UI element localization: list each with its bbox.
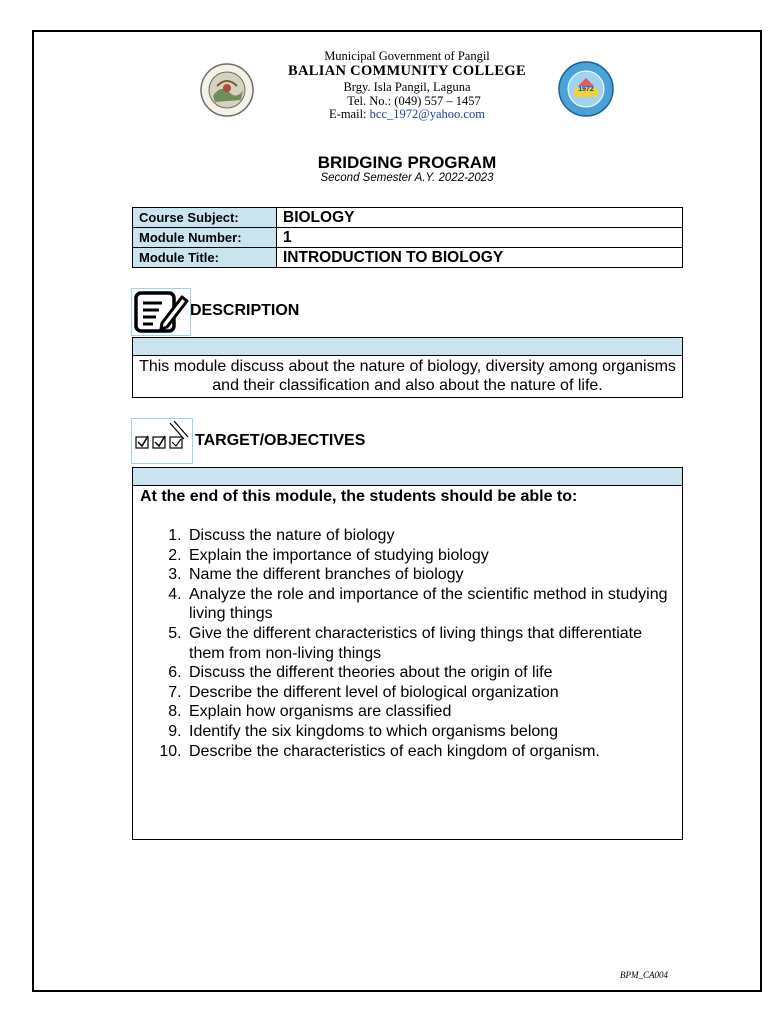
list-item: 1. Discuss the nature of biology [186, 526, 673, 546]
list-item: 8. Explain how organisms are classified [186, 702, 673, 722]
email-link[interactable]: bcc_1972@yahoo.com [369, 107, 485, 121]
table-row [133, 208, 683, 228]
objectives-icon-box [131, 418, 193, 464]
list-item: 9. Identify the six kingdoms to which organisms belong [186, 722, 673, 742]
college-name: BALIAN COMMUNITY COLLEGE [288, 63, 526, 79]
email-label: E-mail: [329, 107, 367, 121]
course-subject-value: BIOLOGY [277, 208, 683, 228]
address-line: Brgy. Isla Pangil, Laguna [343, 80, 471, 94]
objectives-list [133, 526, 673, 761]
objectives-heading: TARGET/OBJECTIVES [195, 432, 366, 449]
objectives-lead: At the end of this module, the students should be able to: [140, 488, 578, 505]
module-number-value: 1 [277, 228, 683, 248]
telephone-line: Tel. No.: (049) 557 – 1457 [347, 94, 481, 108]
semester-subtitle: Second Semester A.Y. 2022-2023 [320, 172, 494, 184]
module-number-label: Module Number: [133, 228, 277, 248]
list-item: 7. Describe the different level of biological organization [186, 683, 673, 703]
document-code: BPM_CA004 [620, 970, 668, 980]
module-title-label: Module Title: [133, 248, 277, 268]
list-item: 6. Discuss the different theories about the origin of life [186, 663, 673, 683]
table-row [133, 228, 683, 248]
module-title-value: INTRODUCTION TO BIOLOGY [277, 248, 683, 268]
description-text: This module discuss about the nature of biology, diversity among organisms and their classification and also about the nature of life. [132, 356, 683, 398]
description-heading: DESCRIPTION [190, 302, 300, 319]
list-item: 4. Analyze the role and importance of the scientific method in studying living things [186, 585, 673, 624]
edit-document-icon [132, 289, 190, 335]
email-line [0, 107, 768, 121]
description-icon-box [131, 288, 191, 336]
government-line: Municipal Government of Pangil [324, 49, 490, 63]
module-info-table [132, 207, 683, 268]
list-item: 3. Name the different branches of biology [186, 565, 673, 585]
seal-year: 1972 [578, 86, 594, 93]
description-header-bar [132, 337, 683, 356]
list-item: 5. Give the different characteristics of living things that differentiate them from non-living things [186, 624, 673, 663]
objectives-box [132, 486, 683, 840]
table-row [133, 248, 683, 268]
list-item: 10. Describe the characteristics of each kingdom of organism. [186, 742, 673, 762]
checklist-icon [132, 419, 192, 463]
objectives-header-bar [132, 467, 683, 486]
program-title: BRIDGING PROGRAM [317, 153, 497, 172]
course-subject-label: Course Subject: [133, 208, 277, 228]
list-item: 2. Explain the importance of studying biology [186, 546, 673, 566]
